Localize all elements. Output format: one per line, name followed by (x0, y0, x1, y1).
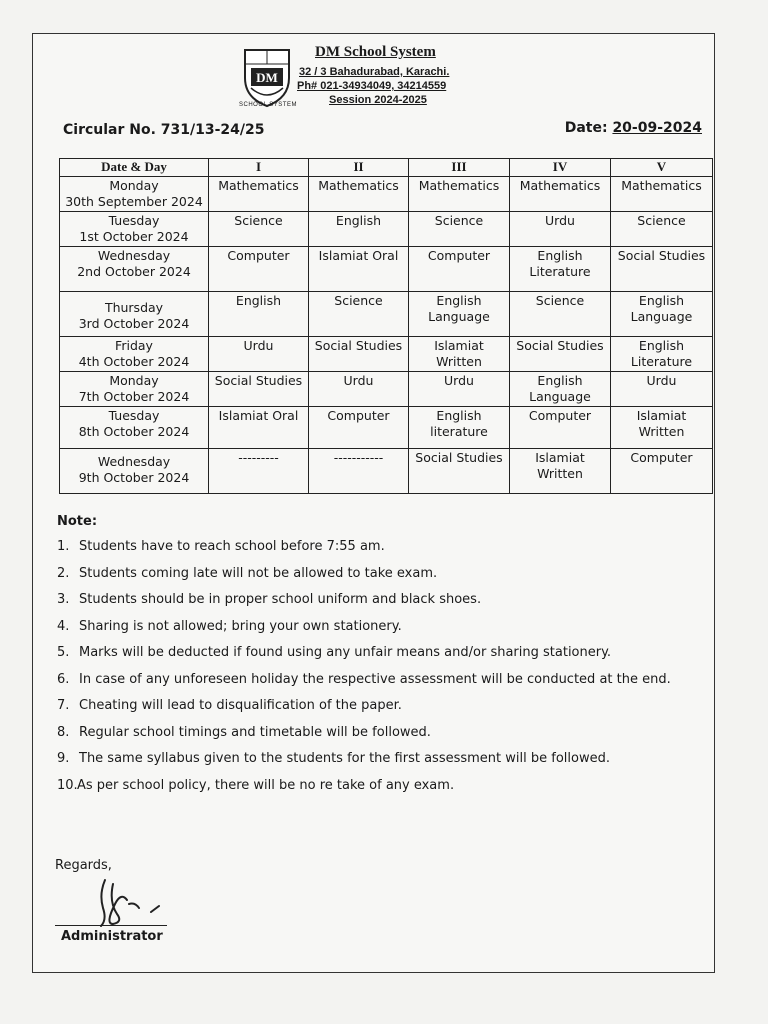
subject-cell: Science (611, 212, 713, 247)
subject-cell: Computer (611, 449, 713, 494)
subject-cell: Urdu (309, 372, 409, 407)
note-text: Students should be in proper school uniform and black shoes. (79, 592, 482, 607)
school-address: 32 / 3 Bahadurabad, Karachi. (299, 66, 450, 78)
day-name: Wednesday (97, 248, 171, 263)
subject-cell: ----------- (309, 449, 409, 494)
subject-cell: Social Studies (409, 449, 510, 494)
note-text: Students coming late will not be allowed to take exam. (79, 565, 438, 581)
subject-cell: Computer (409, 247, 510, 292)
note-text: Cheating will lead to disqualification of the paper. (79, 698, 402, 713)
subject-cell: Islamiat Written (409, 337, 510, 372)
list-item: 9. The same syllabus given to the students for the first assessment will be followed. (57, 751, 697, 778)
list-item: 7. Cheating will lead to disqualification of the paper. (57, 698, 697, 725)
day-name: Tuesday (108, 408, 160, 423)
day-date: 4th October 2024 (78, 354, 190, 369)
day-cell (60, 337, 209, 372)
day-date: 3rd October 2024 (78, 316, 190, 331)
subject-cell: Mathematics (309, 177, 409, 212)
day-date: 2nd October 2024 (77, 264, 191, 279)
subject-cell: Computer (309, 407, 409, 449)
day-cell (60, 247, 209, 292)
list-item: 2. Students coming late will not be allowed to take exam. (57, 566, 697, 593)
header-class-5: V (611, 159, 713, 177)
subject-cell: Mathematics (510, 177, 611, 212)
subject-cell: Urdu (510, 212, 611, 247)
day-name: Wednesday (97, 454, 171, 469)
subject-cell: Urdu (209, 337, 309, 372)
subject-cell: Science (510, 292, 611, 337)
note-text: Students have to reach school before 7:55 am. (79, 539, 385, 554)
table-row (60, 212, 713, 247)
table-row (60, 292, 713, 337)
table-row (60, 337, 713, 372)
note-text: As per school policy, there will be no re take of any exam. (77, 777, 455, 793)
signature-line (55, 925, 167, 926)
notes-section (57, 514, 697, 804)
subject-cell: English Literature (611, 337, 713, 372)
circular-date (565, 120, 702, 136)
subject-cell: Computer (209, 247, 309, 292)
notes-title: Note: (57, 514, 98, 529)
day-cell (60, 449, 209, 494)
subject-cell: Social Studies (209, 372, 309, 407)
subject-cell: English Language (510, 372, 611, 407)
date-label: Date: (564, 120, 608, 136)
timetable-header-row (60, 159, 713, 177)
subject-cell: Social Studies (611, 247, 713, 292)
subject-cell: Islamiat Oral (309, 247, 409, 292)
subject-cell: --------- (209, 449, 309, 494)
session-label: Session 2024-2025 (329, 94, 427, 106)
day-cell (60, 407, 209, 449)
subject-cell: Islamiat Written (510, 449, 611, 494)
header-class-1: I (209, 159, 309, 177)
day-name: Friday (115, 338, 153, 353)
subject-cell: English Literature (510, 247, 611, 292)
list-item: 3. Students should be in proper school uniform and black shoes. (57, 592, 697, 619)
circular-number: Circular No. 731/13-24/25 (63, 122, 265, 138)
subject-cell: Mathematics (409, 177, 510, 212)
list-item: 5. Marks will be deducted if found using any unfair means and/or sharing stationery. (57, 645, 697, 672)
letterhead (233, 42, 533, 114)
day-date: 7th October 2024 (78, 389, 190, 404)
header-class-3: III (409, 159, 510, 177)
subject-cell: English literature (409, 407, 510, 449)
circular-sheet (32, 33, 715, 973)
subject-cell: Social Studies (309, 337, 409, 372)
day-cell (60, 212, 209, 247)
subject-cell: English Language (611, 292, 713, 337)
subject-cell: English (309, 212, 409, 247)
note-text: In case of any unforeseen holiday the respective assessment will be conducted at the end. (79, 671, 671, 687)
list-item: 1. Students have to reach school before 7:55 am. (57, 539, 697, 566)
exam-timetable (59, 158, 713, 494)
subject-cell: Islamiat Written (611, 407, 713, 449)
table-row (60, 449, 713, 494)
list-item: 10. As per school policy, there will be no re take of any exam. (57, 778, 697, 805)
header-date-day: Date & Day (60, 159, 209, 177)
subject-cell: Science (209, 212, 309, 247)
header-class-2: II (309, 159, 409, 177)
day-name: Monday (109, 178, 159, 193)
subject-cell: Social Studies (510, 337, 611, 372)
subject-cell: Urdu (611, 372, 713, 407)
note-text: Regular school timings and timetable will be followed. (79, 724, 431, 740)
note-text: The same syllabus given to the students for the first assessment will be followed. (79, 751, 610, 766)
school-name: DM School System (315, 44, 436, 60)
day-name: Tuesday (108, 213, 160, 228)
day-cell (60, 292, 209, 337)
school-crest-icon (237, 44, 297, 108)
list-item: 8. Regular school timings and timetable will be followed. (57, 725, 697, 752)
school-phone: Ph# 021-34934049, 34214559 (297, 80, 447, 92)
note-text: Marks will be deducted if found using any unfair means and/or sharing stationery. (79, 645, 612, 660)
list-item: 6. In case of any unforeseen holiday the respective assessment will be conducted at the end. (57, 672, 697, 699)
day-cell (60, 372, 209, 407)
date-value: 20-09-2024 (612, 120, 702, 136)
subject-cell: Science (309, 292, 409, 337)
subject-cell: Computer (510, 407, 611, 449)
table-row (60, 177, 713, 212)
table-row (60, 407, 713, 449)
svg-text:DM: DM (256, 70, 278, 85)
subject-cell: Mathematics (611, 177, 713, 212)
regards-text: Regards, (55, 858, 112, 873)
subject-cell: Urdu (409, 372, 510, 407)
day-name: Thursday (104, 300, 164, 315)
logo-caption: SCHOOL SYSTEM (239, 102, 297, 108)
day-date: 30th September 2024 (65, 194, 203, 209)
day-date: 1st October 2024 (79, 229, 189, 244)
header-class-4: IV (510, 159, 611, 177)
list-item: 4. Sharing is not allowed; bring your own stationery. (57, 619, 697, 646)
day-cell (60, 177, 209, 212)
note-text: Sharing is not allowed; bring your own stationery. (79, 618, 402, 634)
day-date: 8th October 2024 (78, 424, 190, 439)
subject-cell: English (209, 292, 309, 337)
day-date: 9th October 2024 (78, 470, 190, 485)
subject-cell: Science (409, 212, 510, 247)
subject-cell: Mathematics (209, 177, 309, 212)
subject-cell: English Language (409, 292, 510, 337)
signature-image (55, 874, 195, 930)
notes-list (57, 539, 697, 804)
table-row (60, 372, 713, 407)
signatory-title: Administrator (61, 929, 163, 944)
table-row (60, 247, 713, 292)
day-name: Monday (109, 373, 159, 388)
subject-cell: Islamiat Oral (209, 407, 309, 449)
